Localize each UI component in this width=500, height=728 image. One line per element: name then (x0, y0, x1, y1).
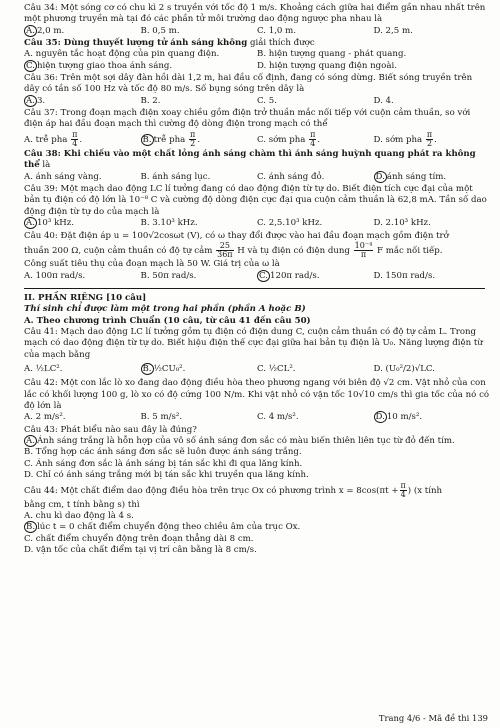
question-43-stem: Câu 43: Phát biểu nào sau đây là đúng? (24, 424, 197, 435)
option-b[interactable]: B. ánh sáng lục. (140, 171, 211, 182)
option-c[interactable]: C. Ánh sáng đơn sắc là ánh sáng bị tán sắc khi đi qua lăng kính. (24, 458, 303, 469)
section-header (24, 293, 490, 327)
option-b[interactable]: B. Tổng hợp các ánh sáng đơn sắc sẽ luôn được ánh sáng trắng. (24, 447, 302, 458)
option-d[interactable]: D. vận tốc của chất điểm tại vị trí cân bằng là 8 cm/s. (24, 545, 257, 556)
option-c[interactable]: C. 5. (257, 95, 277, 106)
option-a[interactable]: A. 10³ kHz. (26, 218, 75, 229)
question-44-stem-line1: Câu 44: Một chất điểm dao động điều hòa trên trục Ox có phương trình x = 8cos(πt + $\frac{\pi}{4}$ ) (x tính (24, 481, 443, 500)
section-subtitle: A. Theo chương trình Chuẩn (10 câu, từ câu 41 đến câu 50) (24, 315, 311, 326)
option-a[interactable]: A. ánh sáng vàng. (24, 171, 102, 182)
question-39 (24, 184, 490, 229)
option-a[interactable]: A. nguyên tắc hoạt động của pin quang điện. (24, 49, 220, 60)
option-c[interactable]: C. 4 m/s². (257, 412, 299, 423)
option-c[interactable]: C. 120π rad/s. (259, 270, 320, 281)
question-43 (24, 425, 490, 482)
option-a[interactable]: A. 100π rad/s. (24, 270, 86, 281)
question-34-stem: Câu 34: Một sóng cơ có chu kì 2 s truyền với tốc độ 1 m/s. Khoảng cách giữa hai điểm gần nhau nhất trên một phương truyền mà tại đó các phần tử môi trường dao động ngược pha nhau là (24, 3, 486, 25)
option-d[interactable]: D. hiện tượng quang điện ngoài. (257, 60, 397, 71)
option-a[interactable]: A. 2 m/s². (24, 412, 66, 423)
option-d[interactable]: D. ánh sáng tím. (375, 171, 447, 182)
question-40-stem-line1: Câu 40: Đặt điện áp u = 100√2cosωt (V), có ω thay đổi được vào hai đầu đoạn mạch gồm điện trở (24, 230, 449, 241)
question-40-stem-line2: thuần 200 Ω, cuộn cảm thuần có độ tự cảm $\frac{25}{36\pi}$ H và tụ điện có điện dung $\frac{\text{10⁻⁴}}{\pi}$ F mắc nối tiếp. (24, 240, 443, 259)
question-42-stem: Câu 42: Một con lắc lò xo đang dao động điều hòa theo phương ngang với biên độ √2 cm. Vật nhỏ của con lắc có khối lượng 100 g, lò xo có độ cứng 100 N/m. Khi vật nhỏ có vận tốc 10√10 cm/s thì gia tốc của nó có độ lớn là (24, 378, 490, 411)
option-d[interactable]: D. 4. (373, 95, 394, 106)
option-d[interactable]: D. 2,5 m. (373, 25, 413, 36)
question-36-stem: Câu 36: Trên một sợi dây đàn hồi dài 1,2 m, hai đầu cố định, đang có sóng dừng. Biết sóng truyền trên dây có tần số 100 Hz và tốc độ 80 m/s. Số bụng sóng trên dây là (24, 73, 473, 95)
question-37-stem: Câu 37: Trong đoạn mạch điện xoay chiều gồm điện trở thuần mắc nối tiếp với cuộn cảm thuần, so với điện áp hai đầu đoạn mạch thì cường độ dòng điện trong mạch có thể (24, 108, 471, 130)
option-b[interactable]: B. 0,5 m. (140, 25, 180, 36)
option-d[interactable]: D. Chỉ có ánh sáng trắng mới bị tán sắc khi truyền qua lăng kính. (24, 470, 309, 481)
option-d[interactable]: D. (U₀²/2)√LC. (373, 363, 435, 374)
page-footer: Trang 4/6 - Mã đề thi 139 (378, 712, 488, 723)
section-title: II. PHẦN RIÊNG [10 câu] (24, 292, 147, 303)
question-41 (24, 327, 490, 377)
option-a[interactable]: A. 3. (26, 95, 46, 106)
option-c[interactable]: C. ½CL². (257, 363, 296, 374)
question-37 (24, 108, 490, 148)
option-d[interactable]: D. sớm pha $\frac{\pi}{2}$ . (373, 129, 437, 148)
question-35 (24, 38, 490, 72)
question-40-stem-line3: Công suất tiêu thụ của đoạn mạch là 50 W. Giá trị của ω là (24, 259, 280, 270)
option-c[interactable]: C. hiện tượng giao thoa ánh sáng. (26, 60, 173, 71)
option-b[interactable]: B. trễ pha $\frac{\pi}{2}$ . (142, 129, 201, 148)
option-a[interactable]: A. Ánh sáng trắng là hỗn hợp của vô số ánh sáng đơn sắc có màu biến thiên liên tục từ đỏ đến tím. (26, 435, 455, 446)
option-a[interactable]: A. trễ pha $\frac{\pi}{4}$ . (24, 129, 83, 148)
question-44-stem-line2: bằng cm, t tính bằng s) thì (24, 499, 140, 510)
option-b[interactable]: B. hiện tượng quang - phát quang. (257, 49, 407, 60)
option-c[interactable]: C. ánh sáng đỏ. (257, 171, 325, 182)
option-c[interactable]: C. 2,5.10³ kHz. (257, 218, 323, 229)
section-divider (24, 288, 485, 289)
question-40 (24, 231, 490, 282)
option-b[interactable]: B. 50π rad/s. (140, 270, 197, 281)
option-a[interactable]: A. 2,0 m. (26, 25, 65, 36)
option-c[interactable]: C. chất điểm chuyển động trên đoạn thẳng dài 8 cm. (24, 533, 254, 544)
section-note: Thí sinh chỉ được làm một trong hai phần (phần A hoặc B) (24, 304, 306, 315)
option-a[interactable]: A. ½LC². (24, 363, 63, 374)
option-b[interactable]: B. ½CU₀². (142, 363, 186, 374)
question-44 (24, 482, 490, 556)
question-35-stem: Câu 35: Dùng thuyết lượng tử ánh sáng không giải thích được (24, 38, 315, 49)
option-d[interactable]: D. 10 m/s². (375, 412, 423, 423)
question-41-stem: Câu 41: Mạch dao động LC lí tưởng gồm tụ điện có điện dung C, cuộn cảm thuần có độ tự cảm L. Trong mạch có dao động điện từ tự do. Biết hiệu điện thế cực đại giữa hai bản tụ điện là U₀. Năng lượng điện từ của mạch bằng (24, 326, 483, 360)
question-39-stem: Câu 39: Một mạch dao động LC lí tưởng đang có dao động điện từ tự do. Biết điện tích cực đại của một bản tụ điện có độ lớn là 10⁻⁸ C và cường độ dòng điện cực đại qua cuộn cảm thuần là 62,8 mA. Tần số dao động điện từ tự do của mạch là (24, 184, 487, 217)
question-38-stem: Câu 38: Khi chiếu vào một chất lỏng ánh sáng chàm thì ánh sáng huỳnh quang phát ra không thể là (24, 149, 476, 171)
option-d[interactable]: D. 150π rad/s. (373, 270, 436, 281)
question-34 (24, 3, 490, 37)
option-c[interactable]: C. 1,0 m. (257, 25, 297, 36)
question-42 (24, 378, 490, 423)
question-36 (24, 73, 490, 107)
question-34-options (24, 26, 490, 37)
option-b[interactable]: B. 3.10³ kHz. (140, 218, 198, 229)
option-b[interactable]: B. 2. (140, 95, 161, 106)
option-b[interactable]: B. lúc t = 0 chất điểm chuyển động theo chiều âm của trục Ox. (26, 522, 301, 533)
option-b[interactable]: B. 5 m/s². (140, 412, 183, 423)
option-c[interactable]: C. sớm pha $\frac{\pi}{4}$ . (257, 129, 321, 148)
question-38 (24, 149, 490, 183)
option-a[interactable]: A. chu kì dao động là 4 s. (24, 511, 134, 522)
option-d[interactable]: D. 2.10³ kHz. (373, 218, 431, 229)
